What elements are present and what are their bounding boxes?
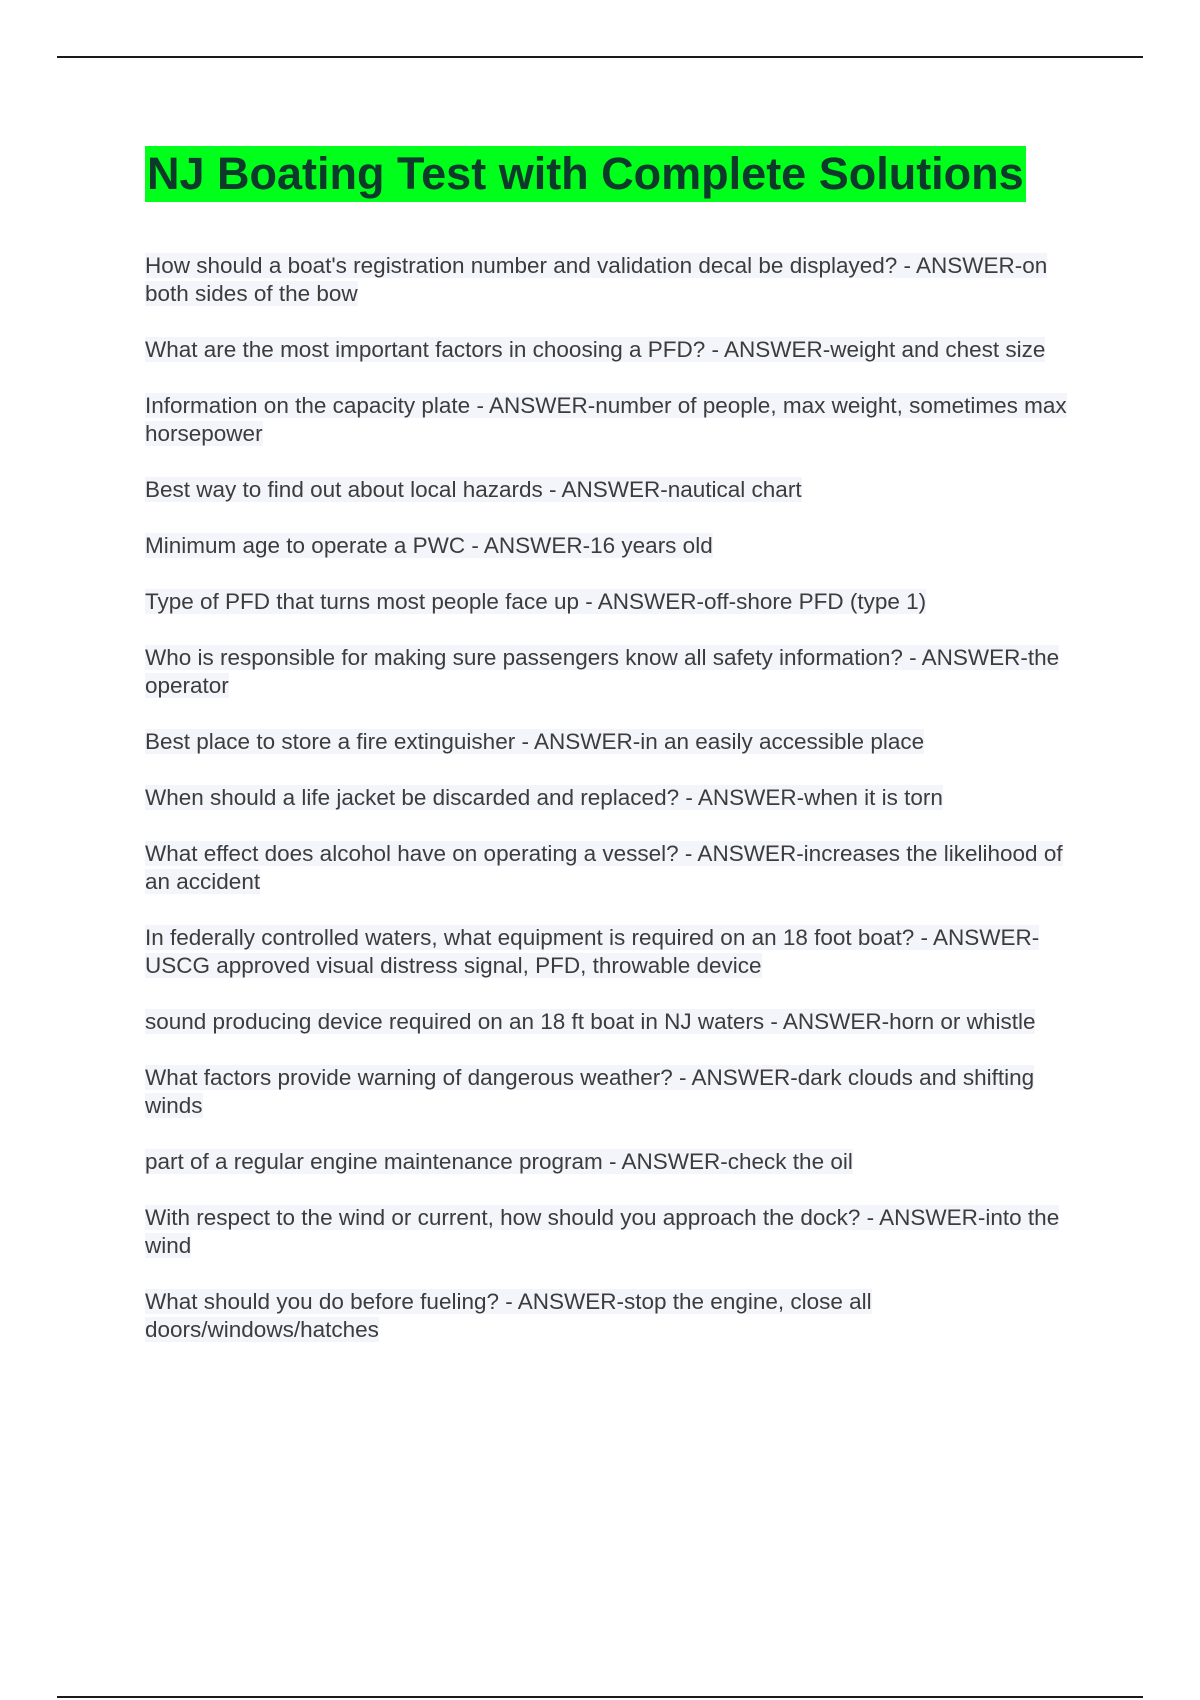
qa-item <box>145 588 1090 616</box>
qa-item <box>145 840 1090 896</box>
qa-item <box>145 784 1090 812</box>
qa-item <box>145 476 1090 504</box>
qa-text: What are the most important factors in choosing a PFD? - ANSWER-weight and chest size <box>145 337 1046 362</box>
qa-item <box>145 644 1090 700</box>
qa-text: part of a regular engine maintenance program - ANSWER-check the oil <box>145 1149 853 1174</box>
qa-text: Minimum age to operate a PWC - ANSWER-16 years old <box>145 533 713 558</box>
qa-text: What effect does alcohol have on operating a vessel? - ANSWER-increases the likelihood of an accident <box>145 841 1063 894</box>
qa-item <box>145 392 1090 448</box>
qa-item <box>145 1148 1090 1176</box>
bottom-rule <box>57 1696 1143 1698</box>
qa-text: sound producing device required on an 18 ft boat in NJ waters - ANSWER-horn or whistle <box>145 1009 1036 1034</box>
qa-text: Type of PFD that turns most people face up - ANSWER-off-shore PFD (type 1) <box>145 589 927 614</box>
qa-text: How should a boat's registration number and validation decal be displayed? - ANSWER-on both sides of the bow <box>145 253 1048 306</box>
qa-text: Information on the capacity plate - ANSWER-number of people, max weight, sometimes max horsepower <box>145 393 1067 446</box>
qa-item <box>145 728 1090 756</box>
qa-text: With respect to the wind or current, how should you approach the dock? - ANSWER-into the wind <box>145 1205 1060 1258</box>
document-body <box>145 146 1090 1372</box>
qa-text: Best place to store a fire extinguisher - ANSWER-in an easily accessible place <box>145 729 925 754</box>
qa-list <box>145 252 1090 1344</box>
qa-item <box>145 1064 1090 1120</box>
document-title: NJ Boating Test with Complete Solutions <box>145 146 1026 202</box>
qa-item <box>145 924 1090 980</box>
qa-text: What should you do before fueling? - ANSWER-stop the engine, close all doors/windows/hatches <box>145 1289 872 1342</box>
qa-item <box>145 252 1090 308</box>
qa-text: What factors provide warning of dangerous weather? - ANSWER-dark clouds and shifting winds <box>145 1065 1035 1118</box>
qa-item <box>145 336 1090 364</box>
qa-text: Who is responsible for making sure passengers know all safety information? - ANSWER-the operator <box>145 645 1060 698</box>
qa-text: When should a life jacket be discarded and replaced? - ANSWER-when it is torn <box>145 785 943 810</box>
qa-item <box>145 1008 1090 1036</box>
top-rule <box>57 56 1143 58</box>
qa-item <box>145 532 1090 560</box>
qa-item <box>145 1204 1090 1260</box>
qa-text: Best way to find out about local hazards - ANSWER-nautical chart <box>145 477 802 502</box>
qa-text: In federally controlled waters, what equipment is required on an 18 foot boat? - ANSWER-USCG approved visual distress signal, PFD, throwable device <box>145 925 1040 978</box>
qa-item <box>145 1288 1090 1344</box>
